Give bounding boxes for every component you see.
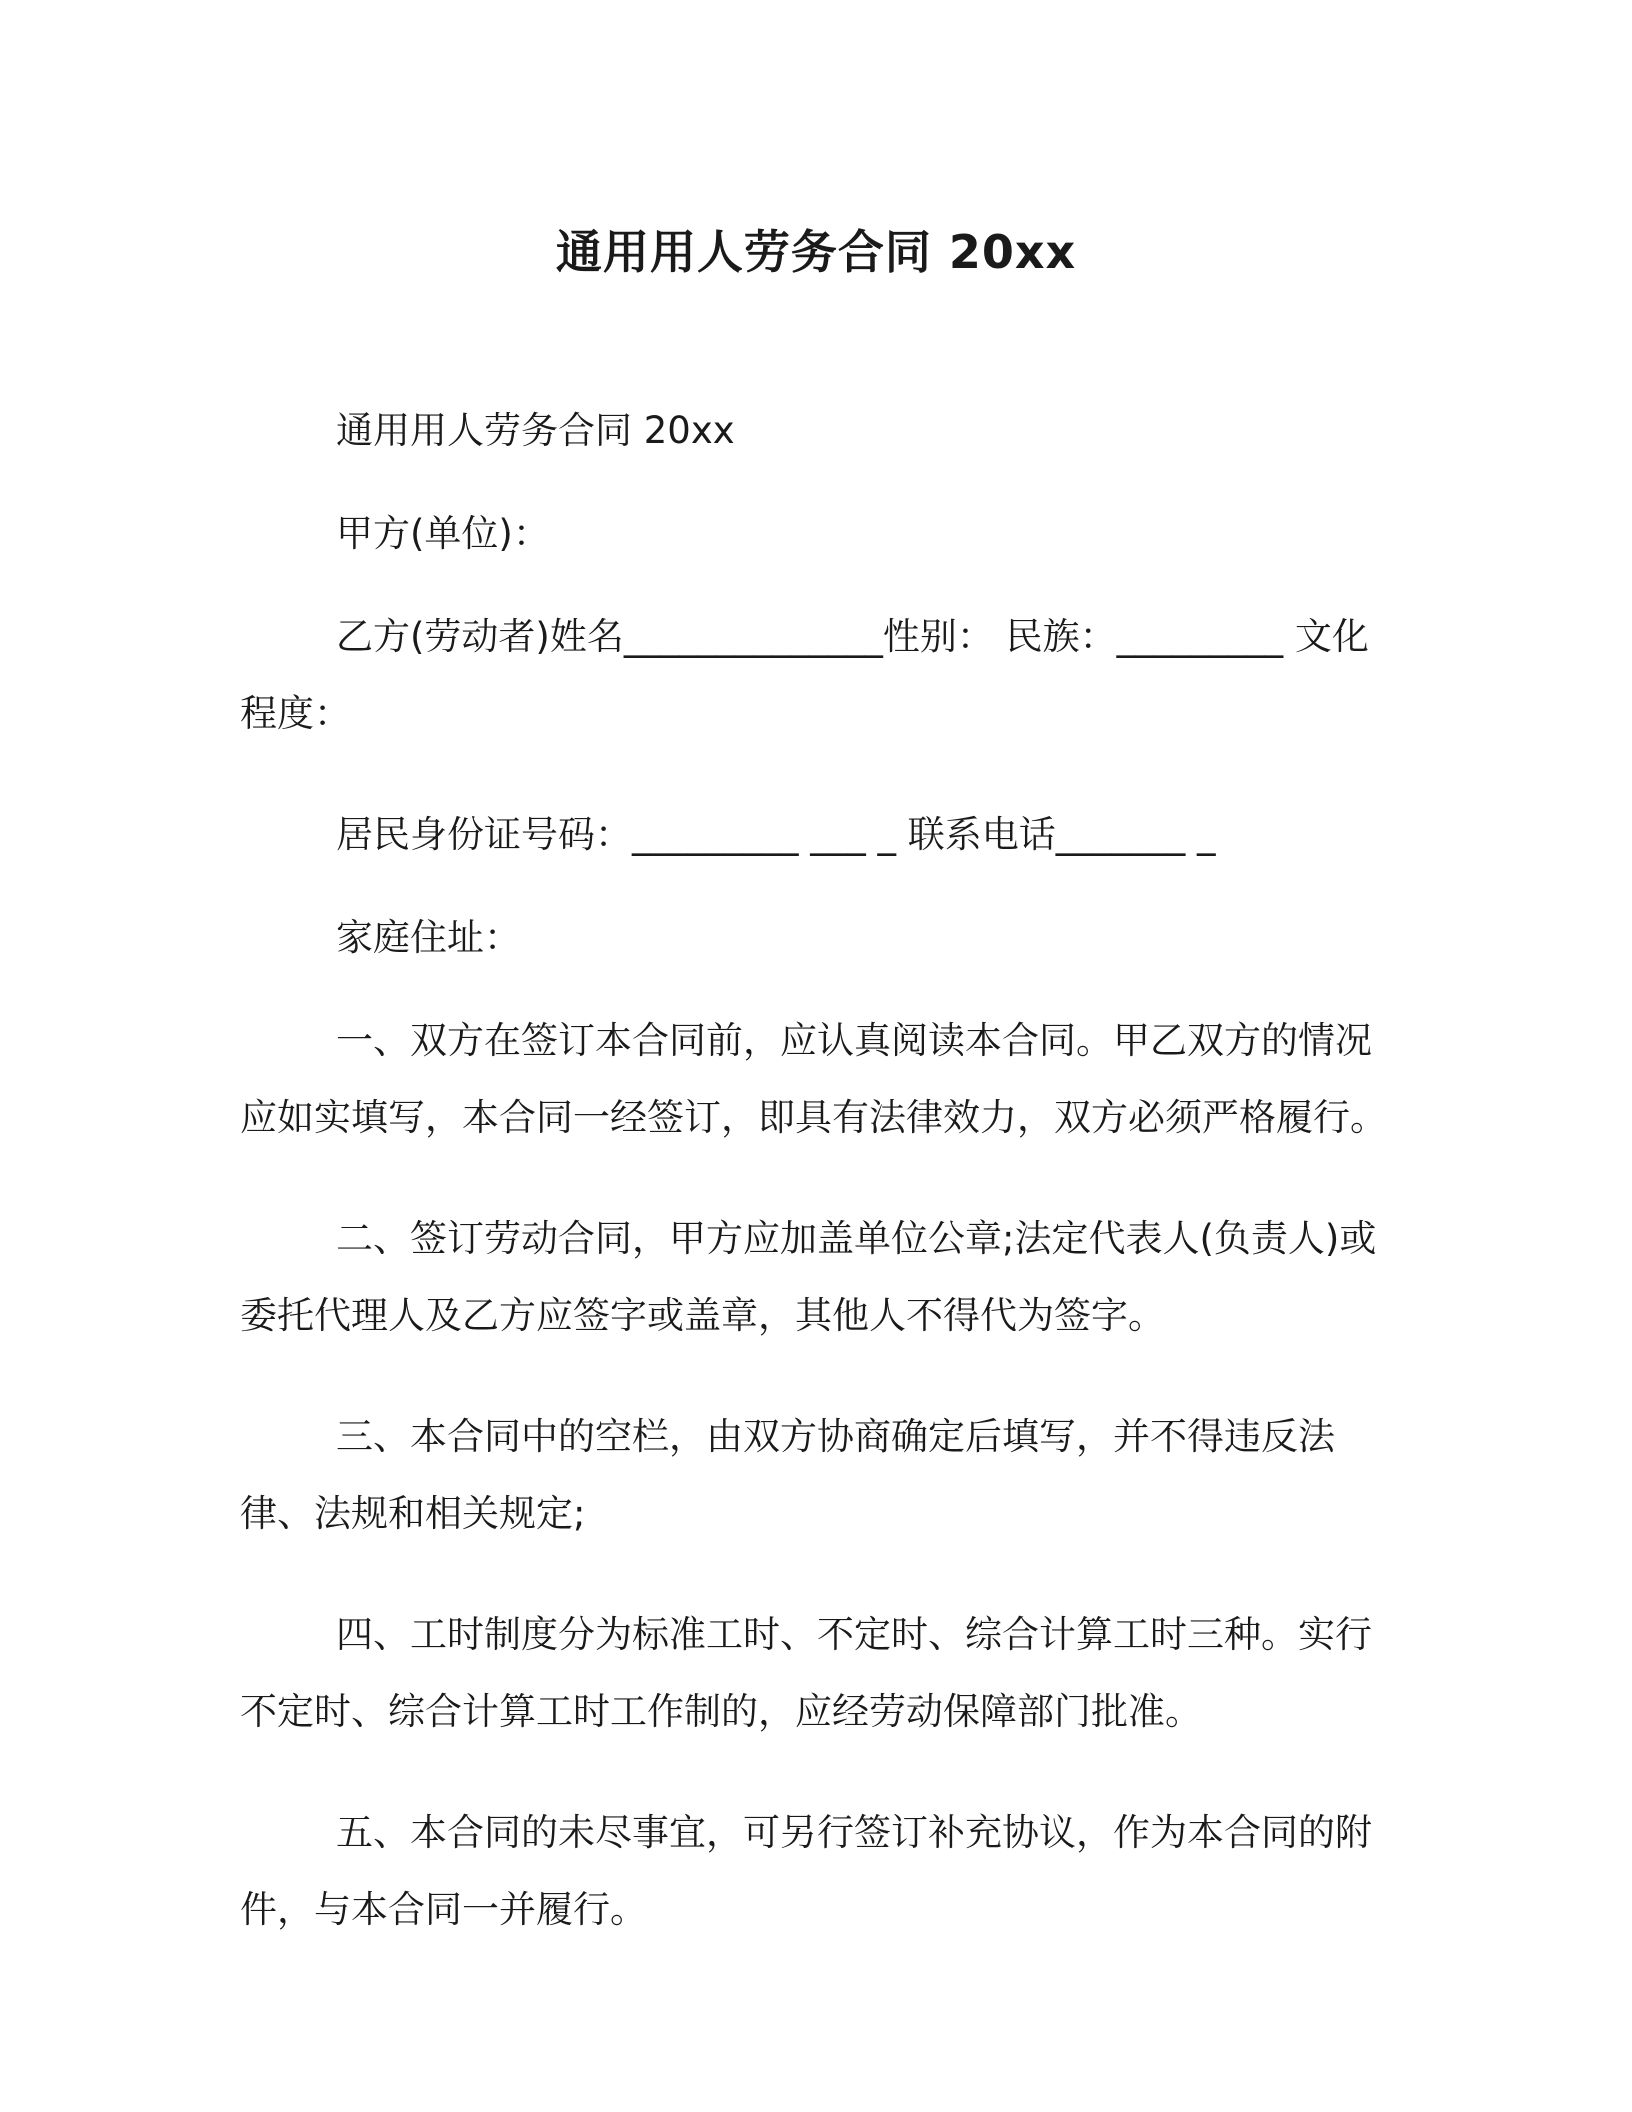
paragraph-heading: 通用用人劳务合同 20xx	[336, 409, 735, 452]
document-title: 通用用人劳务合同 20xx	[555, 225, 1077, 279]
paragraph-clause-5: 五、本合同的未尽事宜，可另行签订补充协议，作为本合同的附件，与本合同一并履行。	[240, 1811, 1372, 1931]
paragraph-id-phone: 居民身份证号码：_________ ___ _ 联系电话_______ _	[336, 813, 1216, 856]
paragraph-clause-2: 二、签订劳动合同，甲方应加盖单位公章;法定代表人(负责人)或委托代理人及乙方应签字或盖章，其他人不得代为签字。	[240, 1217, 1377, 1337]
document-body	[240, 392, 1390, 1992]
paragraph-party-a: 甲方(单位)：	[336, 512, 550, 555]
paragraph-address: 家庭住址：	[336, 916, 521, 959]
paragraph-clause-1: 一、双方在签订本合同前，应认真阅读本合同。甲乙双方的情况应如实填写，本合同一经签订，即具有法律效力，双方必须严格履行。	[240, 1019, 1387, 1139]
paragraph-clause-4: 四、工时制度分为标准工时、不定时、综合计算工时三种。实行不定时、综合计算工时工作制的，应经劳动保障部门批准。	[240, 1613, 1372, 1733]
paragraph-clause-3: 三、本合同中的空栏，由双方协商确定后填写，并不得违反法律、法规和相关规定;	[240, 1415, 1335, 1535]
paragraph-party-b: 乙方(劳动者)姓名______________性别： 民族：_________ 文化程度：	[240, 615, 1369, 735]
